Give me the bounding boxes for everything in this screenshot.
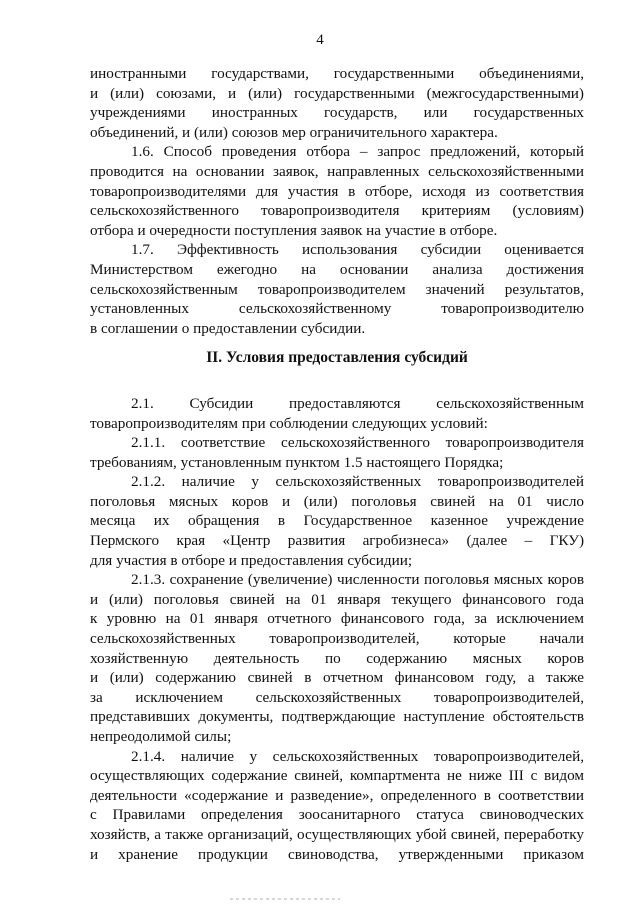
text-line: установленных сельскохозяйственному товаропроизводителю	[90, 300, 584, 318]
text-line: Министерством ежегодно на основании анализа достижения	[90, 260, 584, 278]
text-line: представивших документы, подтверждающие наступление обстоятельств	[90, 708, 584, 726]
para-1-5-continued	[90, 64, 584, 142]
text-line: товаропроизводителями для участия в отборе, исходя из соответствия	[90, 182, 584, 200]
text-line: 2.1.1. соответствие сельскохозяйственного товаропроизводителя	[131, 434, 584, 452]
text-line: осуществляющих содержание свиней, компартмента не ниже III с видом	[90, 767, 584, 785]
text-line: сельскохозяйственного товаропроизводителя критериям (условиям)	[90, 202, 584, 220]
para-1-6	[90, 142, 584, 240]
text-line: сельскохозяйственных товаропроизводителей, которые начали	[90, 630, 584, 648]
text-line: хозяйственную деятельность по содержанию мясных коров	[90, 649, 584, 667]
section-2-paragraphs	[90, 394, 584, 864]
text-line: месяца их обращения в Государственное казенное учреждение	[90, 512, 584, 530]
text-line: в соглашении о предоставлении субсидии.	[90, 319, 366, 337]
text-line: поголовья мясных коров и (или) поголовья свиней на 01 число	[90, 492, 584, 510]
para-2-1	[90, 394, 584, 433]
text-line: и (или) содержанию свиней в отчетном финансовом году, а также	[90, 669, 584, 687]
text-line: непреодолимой силы;	[90, 728, 232, 745]
text-line: 1.7. Эффективность использования субсидии оценивается	[131, 241, 584, 259]
text-line: для участия в отборе и предоставления субсидии;	[90, 551, 413, 569]
text-line: Пермского края «Центр развития агробизнеса» (далее – ГКУ)	[90, 532, 584, 550]
text-line: деятельности «содержание и разведение», определенного в соответствии	[90, 786, 584, 804]
document-body	[90, 64, 584, 864]
text-line: требованиям, установленным пунктом 1.5 настоящего Порядка;	[90, 453, 504, 471]
para-1-7	[90, 240, 584, 338]
text-line: 2.1.2. наличие у сельскохозяйственных товаропроизводителей	[131, 473, 584, 491]
text-line: 1.6. Способ проведения отбора – запрос предложений, который	[131, 143, 584, 161]
text-line: 2.1. Субсидии предоставляются сельскохозяйственным	[131, 394, 584, 412]
text-line: сельскохозяйственным товаропроизводителем значений результатов,	[90, 280, 584, 298]
para-2-1-1	[90, 433, 584, 472]
text-line: 2.1.4. наличие у сельскохозяйственных товаропроизводителей,	[131, 747, 584, 765]
text-line: учреждениями иностранных государств, или государственных	[90, 104, 584, 122]
para-2-1-3	[90, 570, 584, 746]
text-line: и хранение продукции свиноводства, утвержденными приказом	[90, 845, 584, 863]
text-line: проводится на основании заявок, направленных сельскохозяйственными	[90, 162, 584, 180]
section-1-paragraphs	[90, 64, 584, 338]
text-line: объединений, и (или) союзов мер ограничительного характера.	[90, 123, 498, 141]
text-line: иностранными государствами, государственными объединениями,	[90, 65, 584, 82]
para-2-1-4	[90, 747, 584, 865]
page-number: 4	[316, 32, 324, 48]
text-line: хозяйств, а также организаций, осуществляющих убой свиней, переработку	[90, 825, 584, 843]
para-2-1-2	[90, 472, 584, 570]
text-line: за исключением сельскохозяйственных товаропроизводителей,	[90, 688, 584, 706]
text-line: товаропроизводителям при соблюдении следующих условий:	[90, 414, 488, 432]
text-line: и (или) поголовья свиней на 01 января текущего финансового года	[90, 590, 584, 608]
text-line: к уровню на 01 января отчетного финансового года, за исключением	[90, 610, 584, 628]
scan-artifact	[230, 898, 340, 900]
text-line: 2.1.3. сохранение (увеличение) численности поголовья мясных коров	[131, 571, 584, 589]
text-line: и (или) союзами, и (или) государственными (межгосударственными)	[90, 84, 584, 102]
text-line: с Правилами определения зоосанитарного статуса свиноводческих	[90, 806, 584, 824]
text-line: отбора и очередности поступления заявок на участие в отборе.	[90, 221, 498, 239]
section-heading: II. Условия предоставления субсидий	[206, 349, 468, 367]
